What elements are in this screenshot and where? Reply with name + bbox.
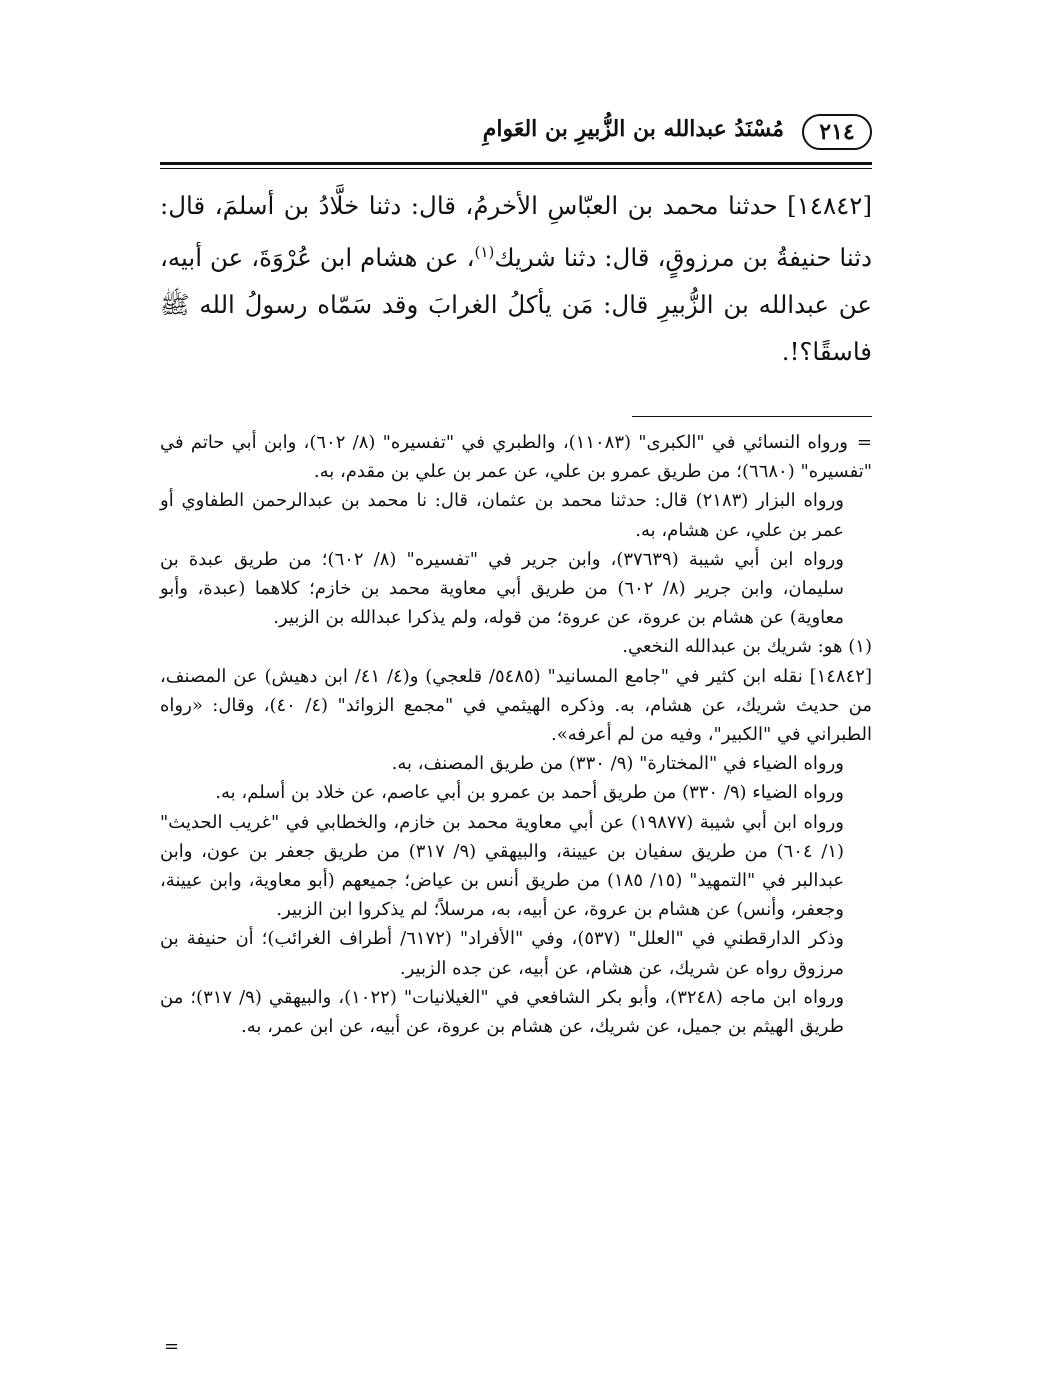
footnote-1-mark: (١): [848, 636, 872, 658]
takhrij-mark: [١٤٨٤٢]: [809, 665, 872, 687]
hadith-body-2: ، عن هشام ابن عُرْوَةَ، عن أبيه، عن عبدالله بن الزُّبيرِ قال: مَن يأكلُ الغرابَ وقد سَمّاه رسولُ الله ﷺ فاسقًا؟!.: [160, 243, 872, 367]
footnote-ref: (١): [474, 243, 495, 261]
continuation-mark: =: [856, 432, 872, 453]
hadith-text: [160, 182, 872, 375]
page-number: ٢١٤: [819, 119, 855, 145]
takhrij-paragraph: [160, 662, 872, 750]
footnote-1-text: هو: شريك بن عبدالله النخعي.: [622, 636, 843, 658]
hadith-body-1: حدثنا محمد بن العبّاسِ الأخرمُ، قال: دثنا خلَّادُ بن أسلمَ، قال: دثنا حنيفةُ بن مرزوقٍ، قال: دثنا شريك: [160, 191, 872, 273]
footnote-continuation: ورواه البزار (٢١٨٣) قال: حدثنا محمد بن عثمان، قال: نا محمد بن عبدالرحمن الطفاوي أو عمر بن علي، عن هشام، به.: [160, 490, 844, 541]
footnote-line: ورواه النسائي في "الكبرى" (١١٠٨٣)، والطبري في "تفسيره" (٨/ ٦٠٢)، وابن أبي حاتم في "تفسيره" (٦٦٨٠)؛ من طريق عمرو بن علي، عن عمر بن علي بن مقدم، به.: [160, 432, 872, 483]
hadith-paragraph: [160, 182, 872, 375]
takhrij-paragraph: ورواه الضياء في "المختارة" (٩/ ٣٣٠) من طريق المصنف، به.: [391, 753, 844, 775]
footnote-1: [160, 632, 872, 661]
takhrij-paragraph: ورواه الضياء (٩/ ٣٣٠) من طريق أحمد بن عمرو بن أبي عاصم، عن خلاد بن أسلم، به.: [215, 782, 844, 804]
page-header: [160, 110, 872, 158]
running-title: مُسْنَدُ عبدالله بن الزُّبيرِ بن العَوامِ: [482, 116, 784, 142]
footnotes: [160, 428, 872, 1041]
continued-mark: =: [164, 1336, 180, 1357]
footnote-separator: [632, 416, 872, 417]
takhrij-text: نقله ابن كثير في "جامع المسانيد" (٥٤٨٥/ قلعجي) و(٤/ ٤١/ ابن دهيش) عن المصنف، من حديث شريك، عن هشام، به. وذكره الهيثمي في "مجمع الزوائد" (٤/ ٤٠)، وقال: «رواه الطبراني في "الكبير"، وفيه من لم أعرفه».: [160, 665, 873, 746]
takhrij-paragraph: وذكر الدارقطني في "العلل" (٥٣٧)، وفي "الأفراد" (٦١٧٢/ أطراف الغرائب)؛ أن حنيفة بن مرزوق رواه عن شريك، عن هشام، عن أبيه، عن جده الزبير.: [160, 928, 844, 979]
footnote-continuation: ورواه ابن أبي شيبة (٣٧٦٣٩)، وابن جرير في "تفسيره" (٨/ ٦٠٢)؛ من طريق عبدة بن سليمان، وابن جرير (٨/ ٦٠٢) من طريق أبي معاوية محمد بن خازم؛ كلاهما (عبدة، وأبو معاوية) عن هشام بن عروة، عن عروة؛ من قوله، ولم يذكرا عبدالله بن الزبير.: [160, 548, 844, 629]
takhrij-paragraph: ورواه ابن ماجه (٣٢٤٨)، وأبو بكر الشافعي في "الغيلانيات" (١٠٢٢)، والبيهقي (٩/ ٣١٧)؛ من طريق الهيثم بن جميل، عن شريك، عن هشام بن عروة، عن أبيه، عن ابن عمر، به.: [160, 986, 845, 1038]
footnote-continuation: [160, 428, 872, 486]
takhrij-paragraph: ورواه ابن أبي شيبة (١٩٨٧٧) عن أبي معاوية محمد بن خازم، والخطابي في "غريب الحديث" (١/ ٦٠٤) من طريق سفيان بن عيينة، والبيهقي (٩/ ٣١٧) من طريق جعفر بن عون، وابن عبدالبر في "التمهيد" (١٥/ ١٨٥) من طريق أنس بن عياض؛ جميعهم (أبو معاوية، وابن عيينة، وجعفر، وأنس) عن هشام بن عروة، عن أبيه، به، مرسلاً؛ لم يذكروا ابن الزبير.: [160, 811, 845, 921]
header-rule-thick: [160, 162, 872, 165]
page-number-badge: [802, 114, 872, 150]
header-rule-thin: [160, 168, 872, 169]
hadith-number: [١٤٨٤٢]: [787, 191, 872, 220]
